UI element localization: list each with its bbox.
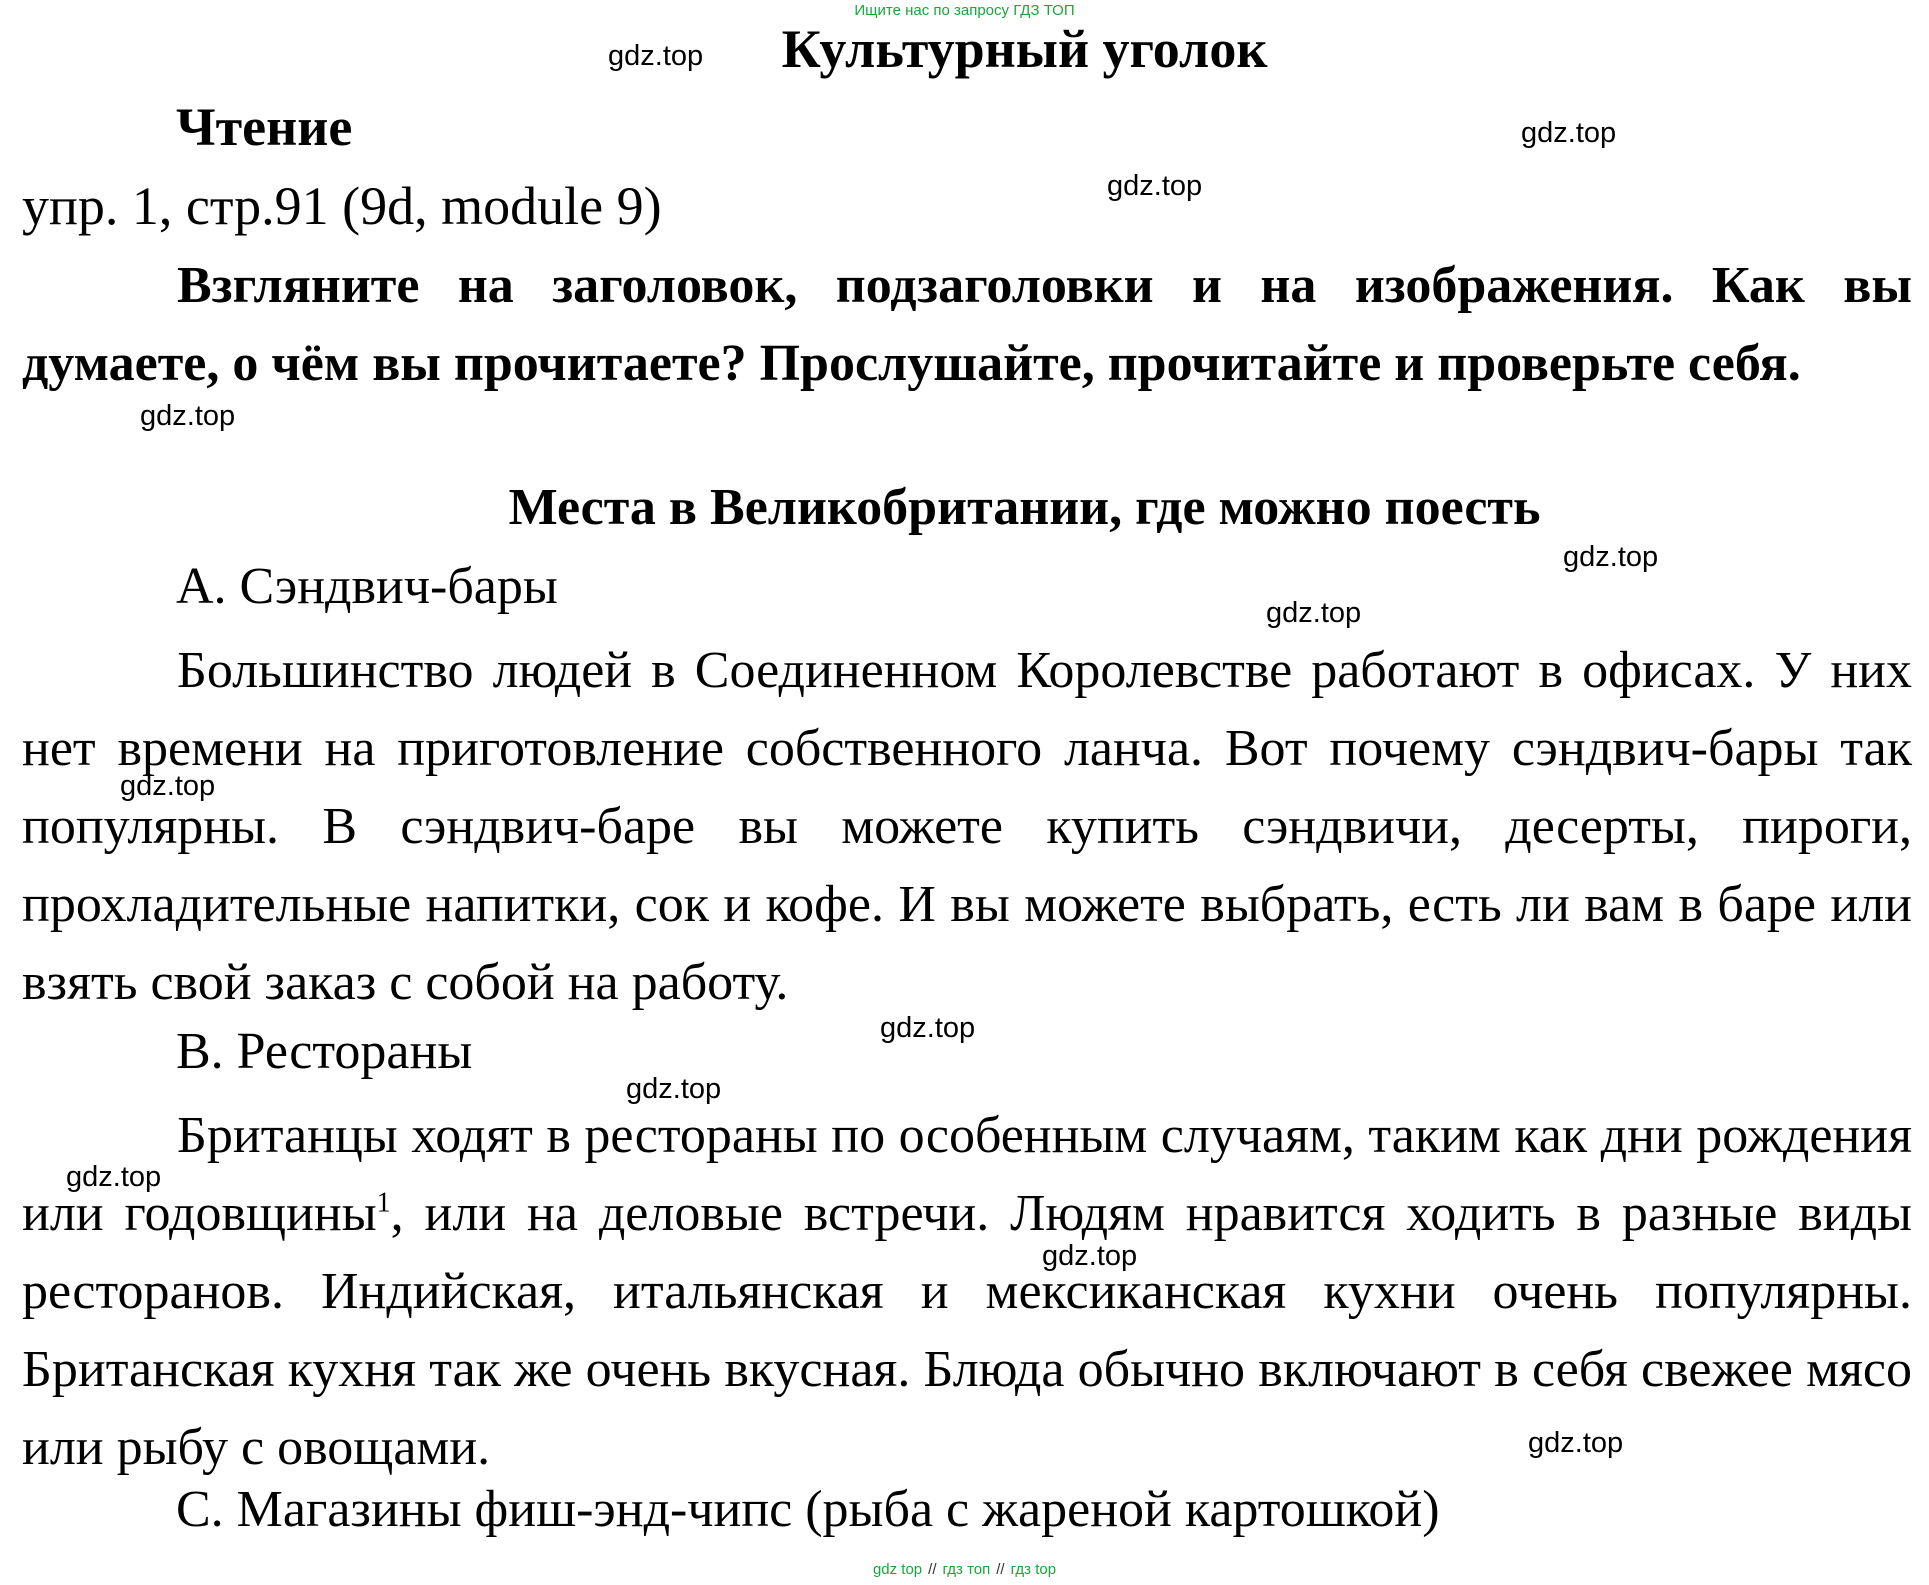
watermark: gdz.top — [1563, 541, 1659, 573]
footer-link[interactable]: gdz top — [872, 1561, 923, 1578]
watermark: gdz.top — [1528, 1427, 1624, 1459]
footer-separator: // — [928, 1561, 937, 1578]
exercise-reference: упр. 1, стр.91 (9d, module 9) — [22, 176, 662, 236]
footer-separator: // — [996, 1561, 1005, 1578]
watermark: gdz.top — [1042, 1240, 1138, 1272]
section-heading: Чтение — [176, 97, 353, 157]
subheading-b: B. Рестораны — [176, 1023, 473, 1080]
watermark: gdz.top — [66, 1161, 162, 1193]
subheading-c: C. Магазины фиш-энд-чипс (рыба с жареной картошкой) — [176, 1481, 1440, 1538]
restaurants-text-2: , или на деловые встречи. Людям нравится ходить в разные виды ресторанов. Индийская, итальянская и мексиканская кухни очень популярны. Британская кухня так же очень вкусная. Блюда обычно включают в себя свежее мясо или рыбу с овощами. — [22, 1185, 1912, 1476]
subheading-a: A. Сэндвич-бары — [176, 558, 558, 615]
paragraph-sandwich-bars: Большинство людей в Соединенном Королевстве работают в офисах. У них нет времени на приготовление собственного ланча. Вот почему сэндвич-бары так популярны. В сэндвич-баре вы можете купить сэндвичи, десерты, пироги, прохладительные напитки, сок и кофе. И вы можете выбрать, есть ли вам в баре или взять свой заказ с собой на работу. — [22, 642, 1912, 1011]
footer-links — [0, 1561, 1929, 1578]
page-title: Культурный уголок — [781, 19, 1268, 79]
watermark: gdz.top — [120, 770, 216, 802]
instruction-paragraph: Взгляните на заголовок, подзаголовки и на изображения. Как вы думаете, о чём вы прочитаете? Прослушайте, прочитайте и проверьте себя. — [22, 257, 1912, 392]
footer-link[interactable]: гдз топ — [942, 1561, 991, 1578]
top-banner[interactable]: Ищите нас по запросу ГДЗ ТОП — [854, 2, 1075, 19]
watermark: gdz.top — [1107, 170, 1203, 202]
watermark: gdz.top — [1521, 117, 1617, 149]
watermark: gdz.top — [880, 1012, 976, 1044]
watermark: gdz.top — [608, 40, 704, 72]
footer-link[interactable]: гдз top — [1010, 1561, 1057, 1578]
watermark: gdz.top — [140, 400, 236, 432]
restaurants-text-1: Британцы ходят в рестораны по особенным случаям, таким как дни рождения или годовщины — [22, 1107, 1912, 1242]
reading-title: Места в Великобритании, где можно поесть — [508, 479, 1541, 536]
footnote-mark: 1 — [376, 1187, 391, 1219]
paragraph-restaurants — [22, 1097, 1912, 1487]
watermark: gdz.top — [626, 1073, 722, 1105]
watermark: gdz.top — [1266, 597, 1362, 629]
